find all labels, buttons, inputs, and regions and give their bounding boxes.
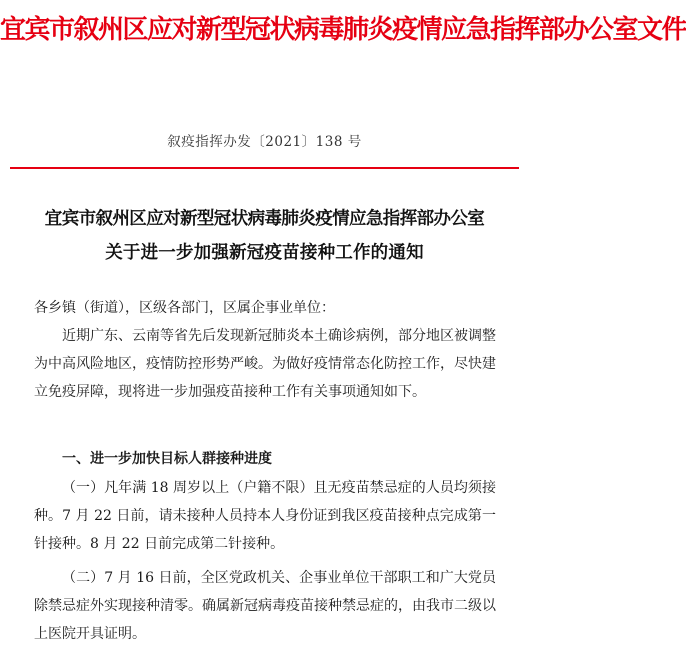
paragraph-item-1: （一）凡年满 18 周岁以上（户籍不限）且无疫苗禁忌症的人员均须接种。7 月 22 日前，请未接种人员持本人身份证到我区疫苗接种点完成第一针接种。8 月 22 日前完成第二针接种。 xyxy=(34,480,496,552)
paragraph-intro: 近期广东、云南等省先后发现新冠肺炎本土确诊病例，部分地区被调整为中高风险地区，疫情防控形势严峻。为做好疫情常态化防控工作，尽快建立免疫屏障，现将进一步加强疫苗接种工作有关事项通知如下。 xyxy=(34,328,496,400)
paragraph-item-2: （二）7 月 16 日前，全区党政机关、企事业单位干部职工和广大党员除禁忌症外实现接种清零。确属新冠病毒疫苗接种禁忌症的，由我市二级以上医院开具证明。 xyxy=(34,570,496,642)
notice-title-line1: 宜宾市叙州区应对新型冠状病毒肺炎疫情应急指挥部办公室 xyxy=(44,209,485,229)
document-number: 叙疫指挥办发〔2021〕138 号 xyxy=(167,134,362,150)
masthead-title: 宜宾市叙州区应对新型冠状病毒肺炎疫情应急指挥部办公室文件 xyxy=(0,15,686,45)
section-heading-1: 一、进一步加快目标人群接种进度 xyxy=(62,451,272,467)
notice-title-line2: 关于进一步加强新冠疫苗接种工作的通知 xyxy=(105,243,424,263)
salutation: 各乡镇（街道），区级各部门，区属企事业单位： xyxy=(34,300,335,316)
red-divider-line xyxy=(10,167,519,169)
